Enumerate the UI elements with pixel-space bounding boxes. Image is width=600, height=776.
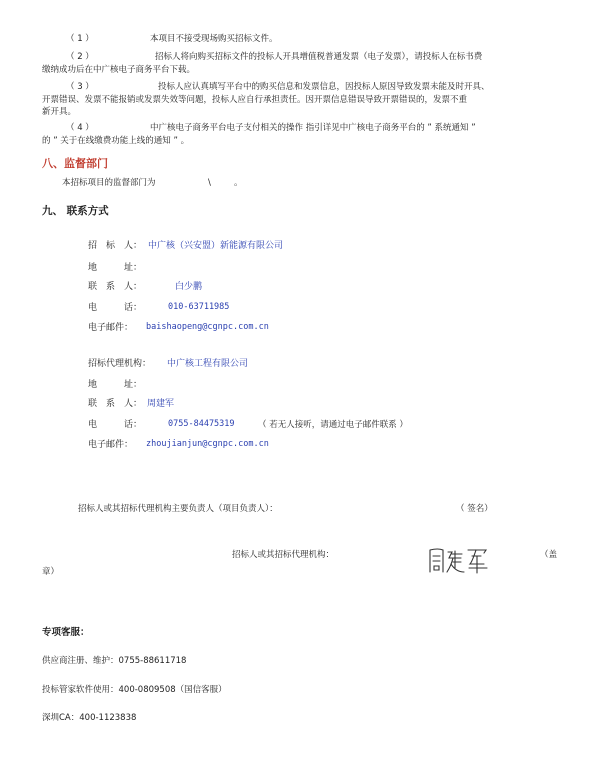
agency-email[interactable]: zhoujianjun@cgnpc.com.cn: [146, 439, 269, 449]
supervision-value: \: [208, 178, 211, 188]
section-9-heading: 九、 联系方式: [42, 205, 109, 217]
clause-1-text: 本项目不接受现场购买招标文件。: [150, 34, 278, 44]
tenderer-email-label: 电子邮件：: [88, 323, 134, 333]
section-8-heading: 八、监督部门: [42, 157, 108, 170]
tenderer-contact: 白少鹏: [175, 282, 203, 292]
clause-2-line-1: 招标人将向购买招标文件的投标人开具增值税普通发票（电子发票），请投标人在标书费: [155, 52, 483, 62]
tenderer-phone: 010-63711985: [168, 302, 230, 312]
clause-3-line-2: 开票错误、发票不能报销或发票失效等问题，投标人应自行承担责任。因开票信息错误导致开票错误的，发票不重: [42, 95, 468, 105]
clause-4-line-1: 中广核电子商务平台电子支付相关的操作 指引详见中广核电子商务平台的 ” 系统通知 ”: [150, 123, 476, 133]
service-item: 供应商注册、维护：0755-88611718: [42, 656, 187, 666]
signature-text: [424, 576, 425, 577]
seal-close: 章）: [42, 567, 60, 577]
clause-1-number: （ 1 ）: [66, 34, 94, 44]
handwritten-signature: [424, 542, 494, 576]
service-heading: 专项客服：: [42, 627, 90, 638]
agency-label: 招标代理机构：: [88, 359, 152, 369]
agency-email-label: 电子邮件：: [88, 440, 134, 450]
supervision-text: 本招标项目的监督部门为: [62, 178, 156, 188]
principal-signature-note: （ 签名）: [456, 504, 493, 514]
tenderer-email[interactable]: baishaopeng@cgnpc.com.cn: [146, 322, 269, 332]
principal-signature-line: 招标人或其招标代理机构主要负责人（项目负责人）：: [78, 504, 278, 514]
agency-contact: 周建军: [147, 399, 175, 409]
seal-open: （盖: [540, 550, 558, 560]
tenderer-label: 招 标 人：: [88, 241, 143, 251]
agency-phone-label: 电 话：: [88, 420, 143, 430]
agency-name: 中广核工程有限公司: [167, 359, 249, 369]
agency-address-label: 地 址：: [88, 380, 143, 390]
clause-2-line-2: 缴纳成功后在中广核电子商务平台下载。: [42, 65, 196, 75]
agency-phone-note: （ 若无人接听，请通过电子邮件联系 ）: [258, 420, 408, 430]
clause-3-line-1: 投标人应认真填写平台中的购买信息和发票信息，因投标人原因导致发票未能及时开具、: [158, 82, 490, 92]
tenderer-address-label: 地 址：: [88, 263, 143, 273]
supervision-end: 。: [234, 178, 243, 188]
clause-3-line-3: 新开具。: [42, 107, 77, 117]
service-item: 投标管家软件使用：400-0809508（国信客服）: [42, 685, 227, 695]
tenderer-phone-label: 电 话：: [88, 303, 143, 313]
clause-4-line-2: 的 ” 关于在线缴费功能上线的通知 ” 。: [42, 136, 190, 146]
clause-4-number: （ 4 ）: [66, 123, 94, 133]
tenderer-name: 中广核（兴安盟）新能源有限公司: [148, 241, 284, 251]
agency-contact-label: 联 系 人：: [88, 399, 143, 409]
clause-2-number: （ 2 ）: [66, 52, 94, 62]
tenderer-contact-label: 联 系 人：: [88, 282, 143, 292]
agency-phone: 0755-84475319: [168, 419, 235, 429]
service-item: 深圳CA：400-1123838: [42, 713, 137, 723]
org-seal-line: 招标人或其招标代理机构：: [232, 550, 335, 560]
clause-3-number: （ 3 ）: [66, 82, 94, 92]
